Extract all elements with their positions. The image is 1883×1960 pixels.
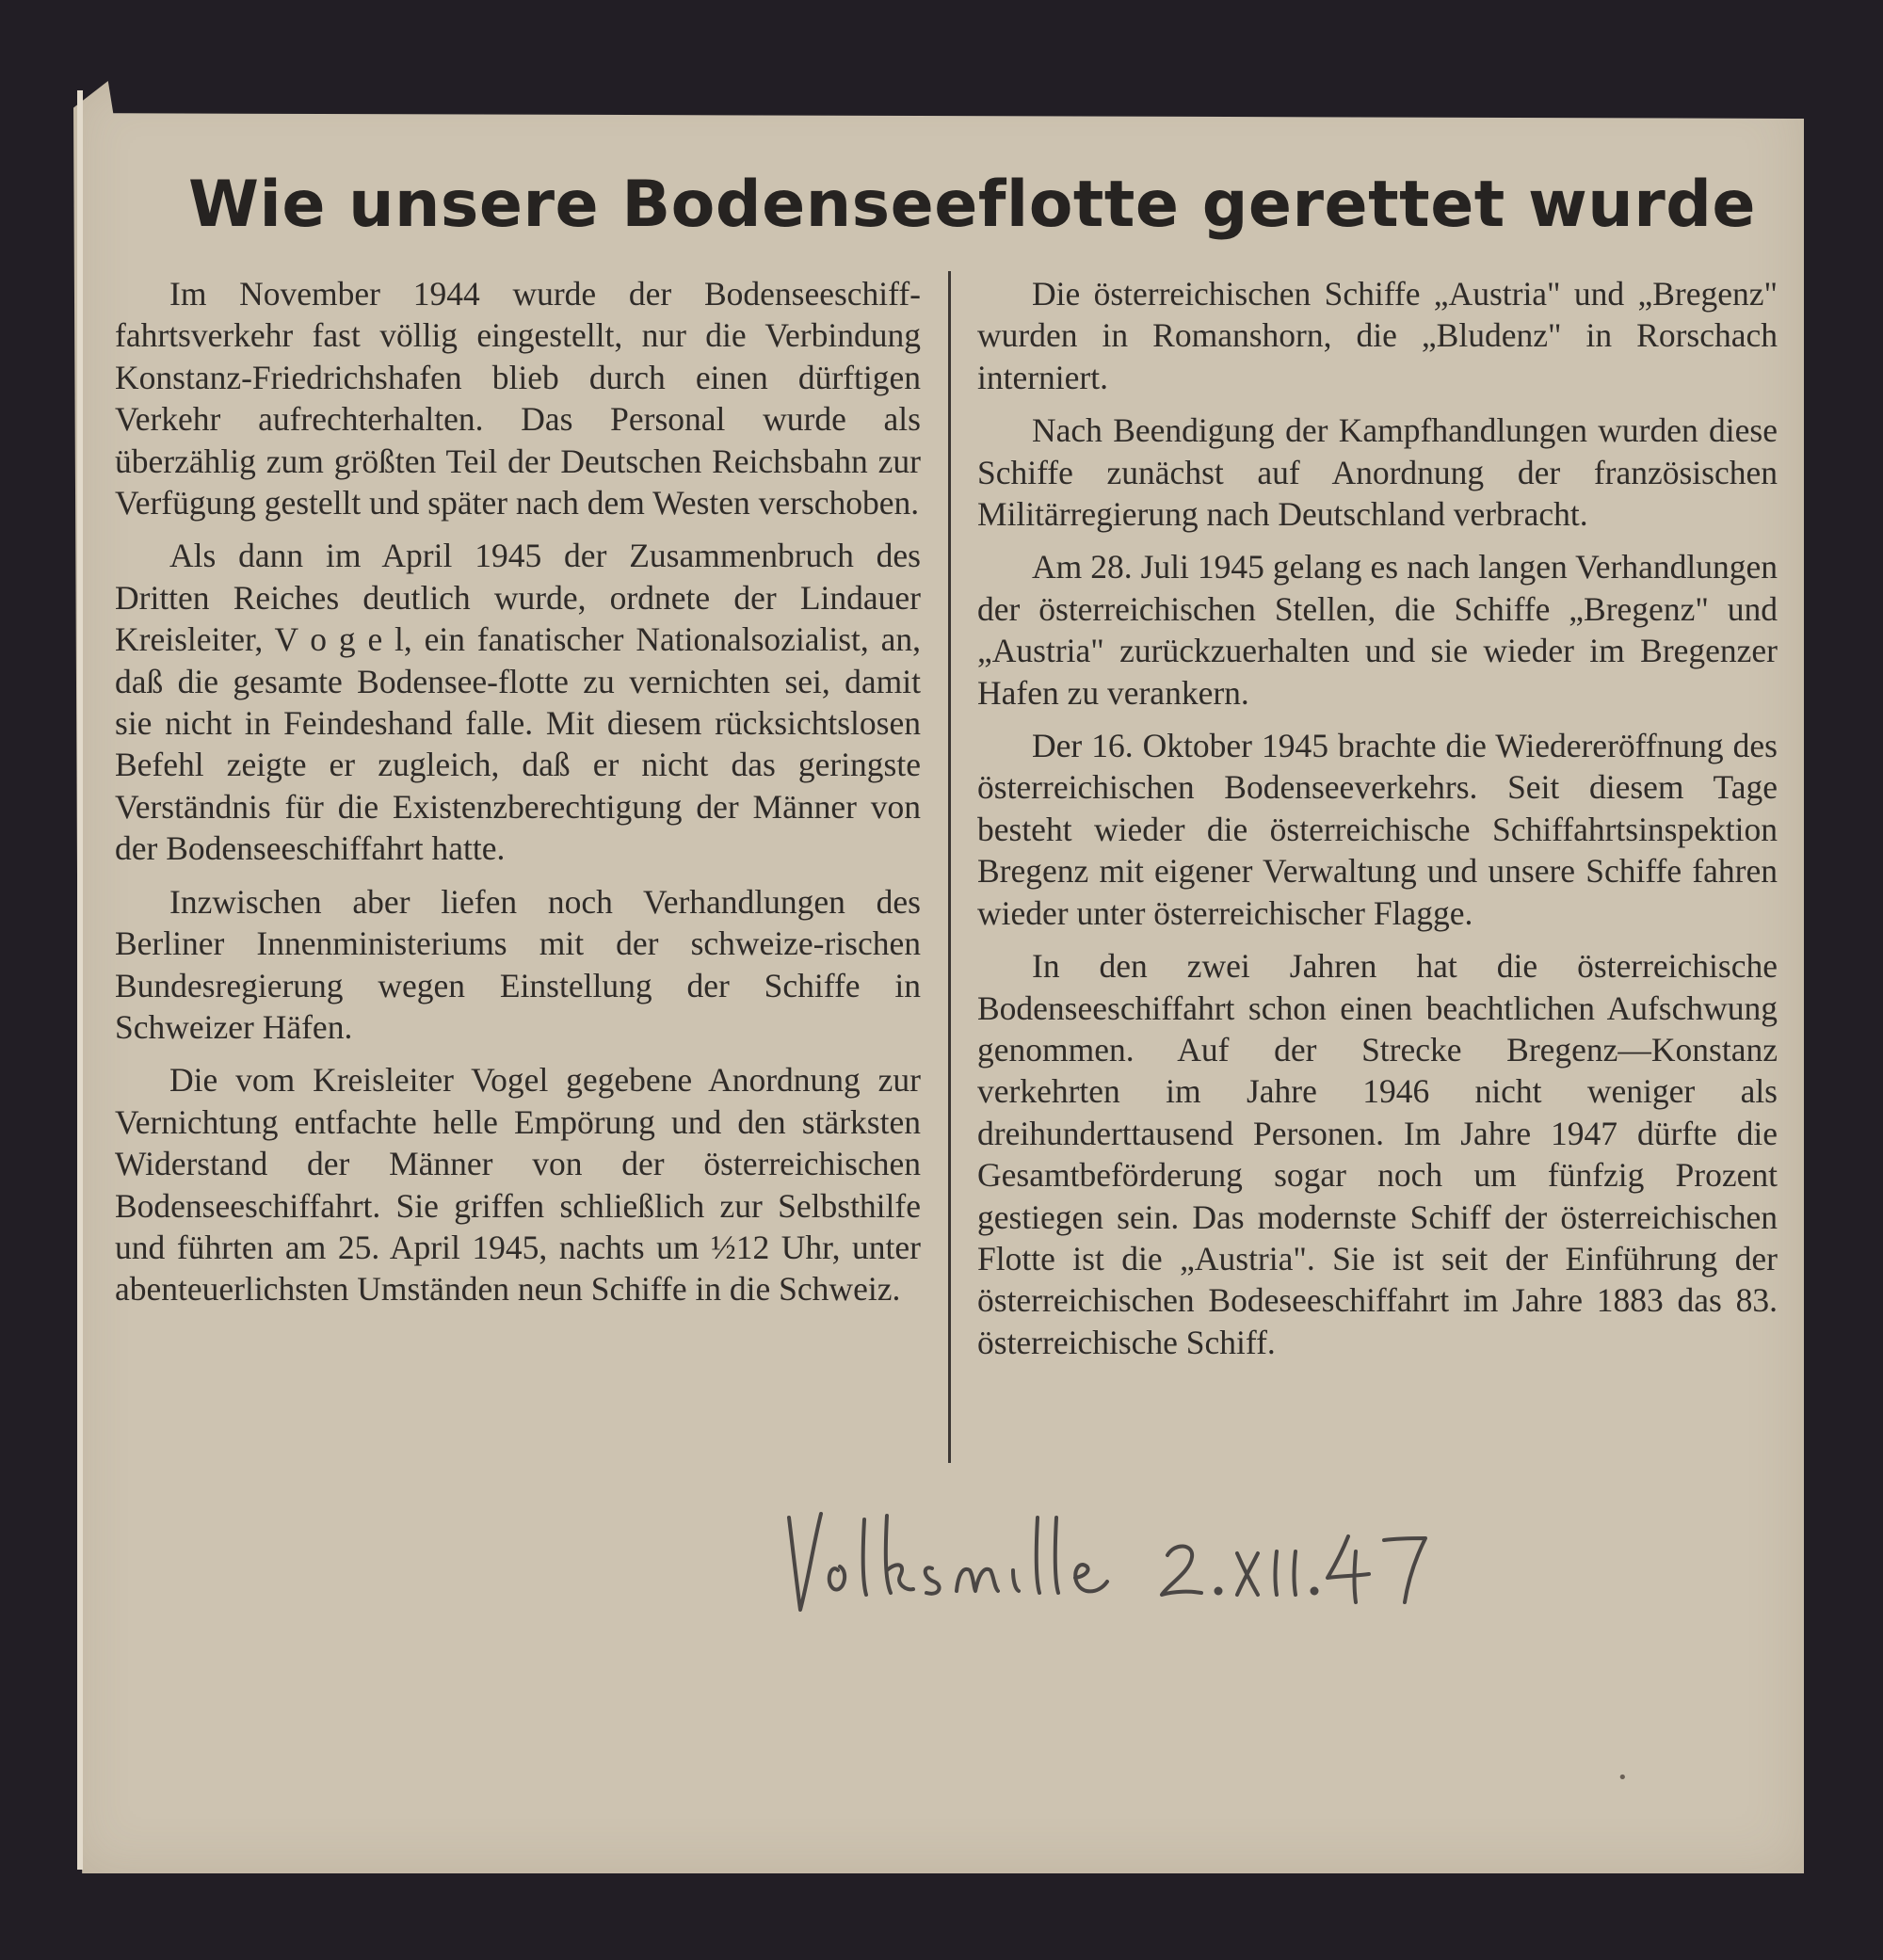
paragraph: Der 16. Oktober 1945 brachte die Wiedereröffnung des österreichischen Bodenseeverkehrs. Seit diesem Tage besteht wieder die österreichische Schiffahrtsinspektion Bregenz mit eigener Verwaltung und unsere Schiffe fahren wieder unter österreichischer Flagge. [977,727,1778,932]
article-column-left [115,273,921,1322]
paragraph: In den zwei Jahren hat die österreichische Bodenseeschiffahrt schon einen beachtlichen Aufschwung genommen. Auf der Strecke Bregenz—Konstanz verkehrten im Jahre 1946 nicht weniger als dreihunderttausend Personen. Im Jahre 1947 dürfte die Gesamtbeförderung sogar noch um fünfzig Prozent gestiegen sein. Das modernste Schiff der österreichischen Flotte ist die „Austria". Sie ist seit der Einführung der österreichischen Bodeseeschiffahrt im Jahre 1883 das 83. österreichische Schiff. [977,947,1778,1361]
paragraph: Die österreichischen Schiffe „Austria" und „Bregenz" wurden in Romanshorn, die „Bludenz" in Rorschach interniert. [977,275,1778,396]
paper-speck: • [1617,1768,1628,1788]
paragraph: Im November 1944 wurde der Bodenseeschiff-fahrtsverkehr fast völlig eingestellt, nur die Verbindung Konstanz-Friedrichshafen blieb durch einen dürftigen Verkehr aufrechterhalten. Das Personal wurde als überzählig zum größten Teil der Deutschen Reichsbahn zur Verfügung gestellt und später nach dem Westen verschoben. [115,275,921,522]
clipping-torn-edge [77,90,83,1870]
article-headline: Wie unsere Bodenseeflotte gerettet wurde [188,168,1757,242]
handwritten-source-note [772,1497,1450,1619]
article-column-right [977,273,1778,1374]
column-divider [948,271,951,1463]
paragraph: Die vom Kreisleiter Vogel gegebene Anordnung zur Vernichtung entfachte helle Empörung und den stärksten Widerstand der Männer von der österreichischen Bodenseeschiffahrt. Sie griffen schließlich zur Selbsthilfe und führten am 25. April 1945, nachts um ½12 Uhr, unter abenteuerlichsten Umständen neun Schiffe in die Schweiz. [115,1061,921,1309]
paragraph: Als dann im April 1945 der Zusammenbruch des Dritten Reiches deutlich wurde, ordnete der Lindauer Kreisleiter, V o g e l, ein fanatischer Nationalsozialist, an, daß die gesamte Bodensee-flotte zu vernichten sei, damit sie nicht in Feindeshand falle. Mit diesem rücksichtslosen Befehl zeigte er zugleich, daß er nicht das geringste Verständnis für die Existenzberechtigung der Männer von der Bodenseeschiffahrt hatte. [115,537,921,868]
paragraph: Inzwischen aber liefen noch Verhandlungen des Berliner Innenministeriums mit der schweize-rischen Bundesregierung wegen Einstellung der Schiffe in Schweizer Häfen. [115,882,921,1046]
paragraph: Nach Beendigung der Kampfhandlungen wurden diese Schiffe zunächst auf Anordnung der französischen Militärregierung nach Deutschland verbracht. [977,411,1778,534]
paragraph: Am 28. Juli 1945 gelang es nach langen Verhandlungen der österreichischen Stellen, die Schiffe „Bregenz" und „Austria" zurückzuerhalten und sie wieder im Bregenzer Hafen zu verankern. [977,548,1778,712]
